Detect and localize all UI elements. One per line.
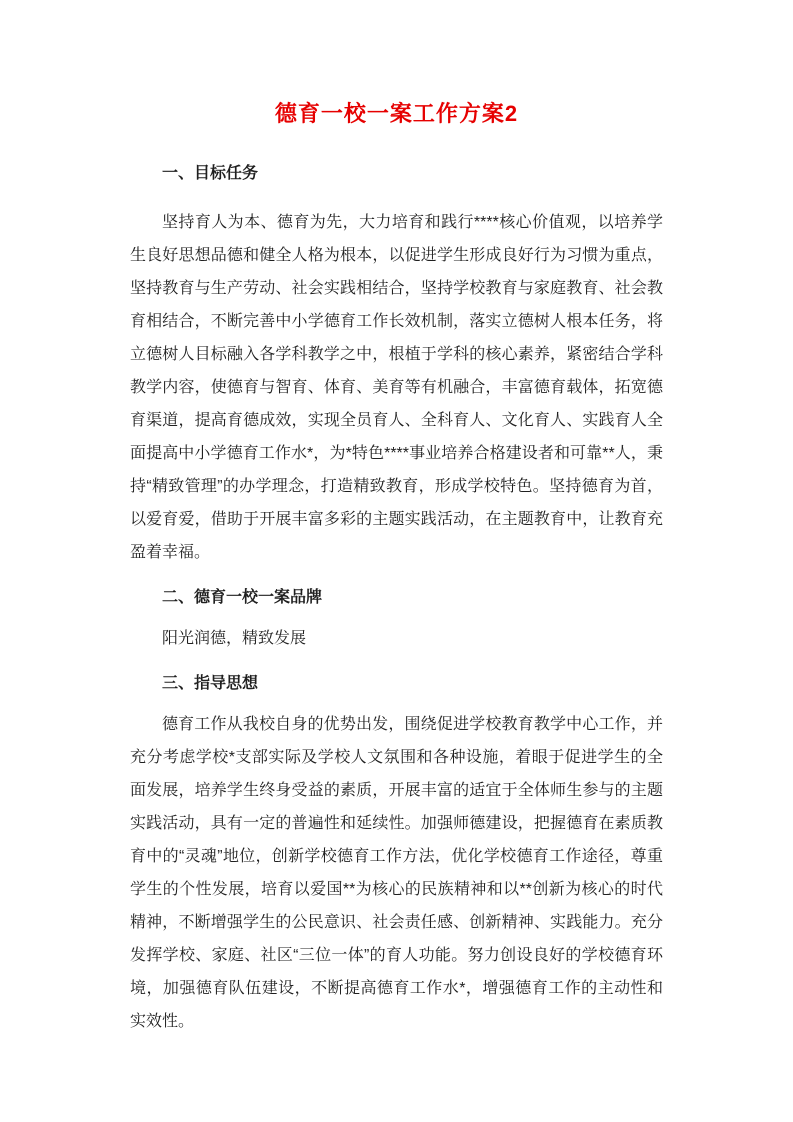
section-heading-guiding-ideology: 三、指导思想 xyxy=(162,675,259,692)
section-goals-paragraph: 坚持育人为本、德育为先，大力培育和践行****核心价值观，以培养学生良好思想品德和健全人格为根本，以促进学生形成良好行为习惯为重点，坚持教育与生产劳动、社会实践相结合，坚持学校教育与家庭教育、社会教育相结合，不断完善中小学德育工作长效机制，落实立德树人根本任务，将立德树人目标融入各学科教学之中，根植于学科的核心素养，紧密结合学科教学内容，使德育与智育、体育、美育等有机融合，丰富德育载体，拓宽德育渠道，提高育德成效，实现全员育人、全科育人、文化育人、实践育人全面提高中小学德育工作水*，为*特色****事业培养合格建设者和可靠**人，秉持“精致管理”的办学理念，打造精致教育，形成学校特色。坚持德育为首，以爱育爱，借助于开展丰富多彩的主题实践活动，在主题教育中，让教育充盈着幸福。 xyxy=(130,214,663,561)
section-brand-paragraph: 阳光润德，精致发展 xyxy=(162,630,307,647)
section-heading-goals: 一、目标任务 xyxy=(162,165,259,182)
section-heading-brand: 二、德育一校一案品牌 xyxy=(162,589,323,606)
section-guiding-ideology-paragraph: 德育工作从我校自身的优势出发，围绕促进学校教育教学中心工作，并充分考虑学校*支部实际及学校人文氛围和各种设施，着眼于促进学生的全面发展，培养学生终身受益的素质，开展丰富的适宜于全体师生参与的主题实践活动，具有一定的普遍性和延续性。加强师德建设，把握德育在素质教育中的“灵魂”地位，创新学校德育工作方法，优化学校德育工作途径，尊重学生的个性发展，培育以爱国**为核心的民族精神和以**创新为核心的时代精神，不断增强学生的公民意识、社会责任感、创新精神、实践能力。充分发挥学校、家庭、社区“三位一体”的育人功能。努力创设良好的学校德育环境，加强德育队伍建设，不断提高德育工作水*，增强德育工作的主动性和实效性。 xyxy=(130,716,663,1030)
document-title: 德育一校一案工作方案2 xyxy=(274,101,519,126)
